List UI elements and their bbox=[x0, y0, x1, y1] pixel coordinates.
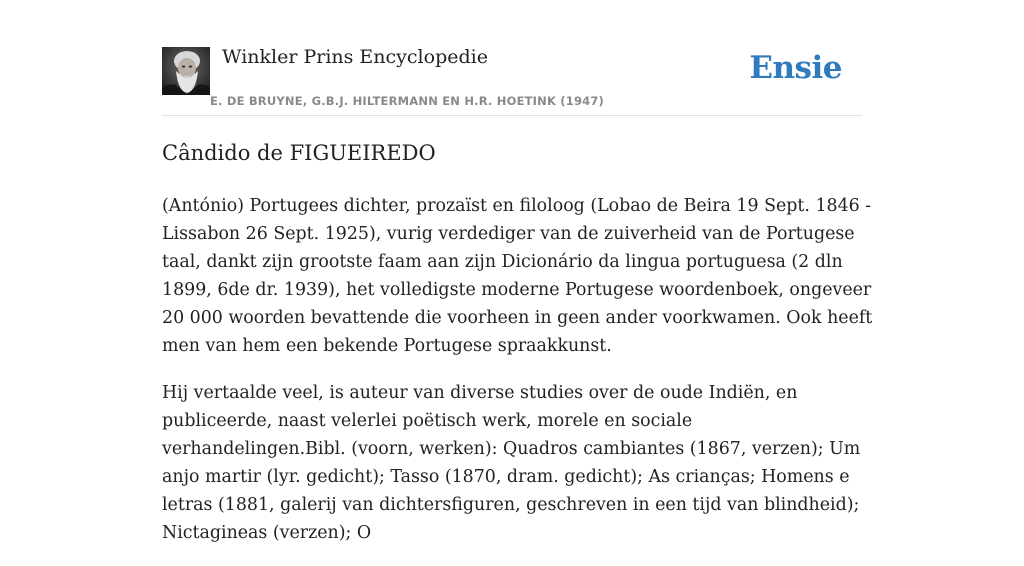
article-body bbox=[162, 192, 874, 566]
article-title: Cândido de FIGUEIREDO bbox=[162, 141, 436, 165]
article-paragraph-2: Hij vertaalde veel, is auteur van diverse studies over de oude Indiën, en publiceerde, naast velerlei poëtisch werk, morele en sociale verhandelingen.Bibl. (voorn, werken): Quadros cambiantes (1867, verzen); Um anjo martir (lyr. gedicht); Tasso (1870, dram. gedicht); As crianças; Homens e letras (1881, galerij van dichtersfiguren, geschreven in een tijd van blindheid); Nictagineas (verzen); O bbox=[162, 383, 861, 543]
author-avatar[interactable] bbox=[162, 47, 210, 95]
header-divider bbox=[162, 115, 862, 116]
article-paragraph-1: (António) Portugees dichter, prozaïst en filoloog (Lobao de Beira 19 Sept. 1846 - Lissabon 26 Sept. 1925), vurig verdediger van de zuiverheid van de Portugese taal, dankt zijn grootste faam aan zijn Dicionário da lingua portuguesa (2 dln 1899, 6de dr. 1939), het volledigste moderne Portugese woordenboek, ongeveer 20 000 woorden bevattende die voorheen in geen ander voorkwamen. Ook heeft men van hem een bekende Portugese spraakkunst. bbox=[162, 196, 873, 356]
portrait-photo-icon bbox=[162, 47, 210, 95]
page-header bbox=[162, 46, 862, 116]
brand-logo[interactable]: Ensie bbox=[749, 50, 842, 86]
source-title[interactable]: Winkler Prins Encyclopedie bbox=[222, 46, 488, 68]
source-authors: E. DE BRUYNE, G.B.J. HILTERMANN EN H.R. HOETINK (1947) bbox=[210, 94, 605, 108]
